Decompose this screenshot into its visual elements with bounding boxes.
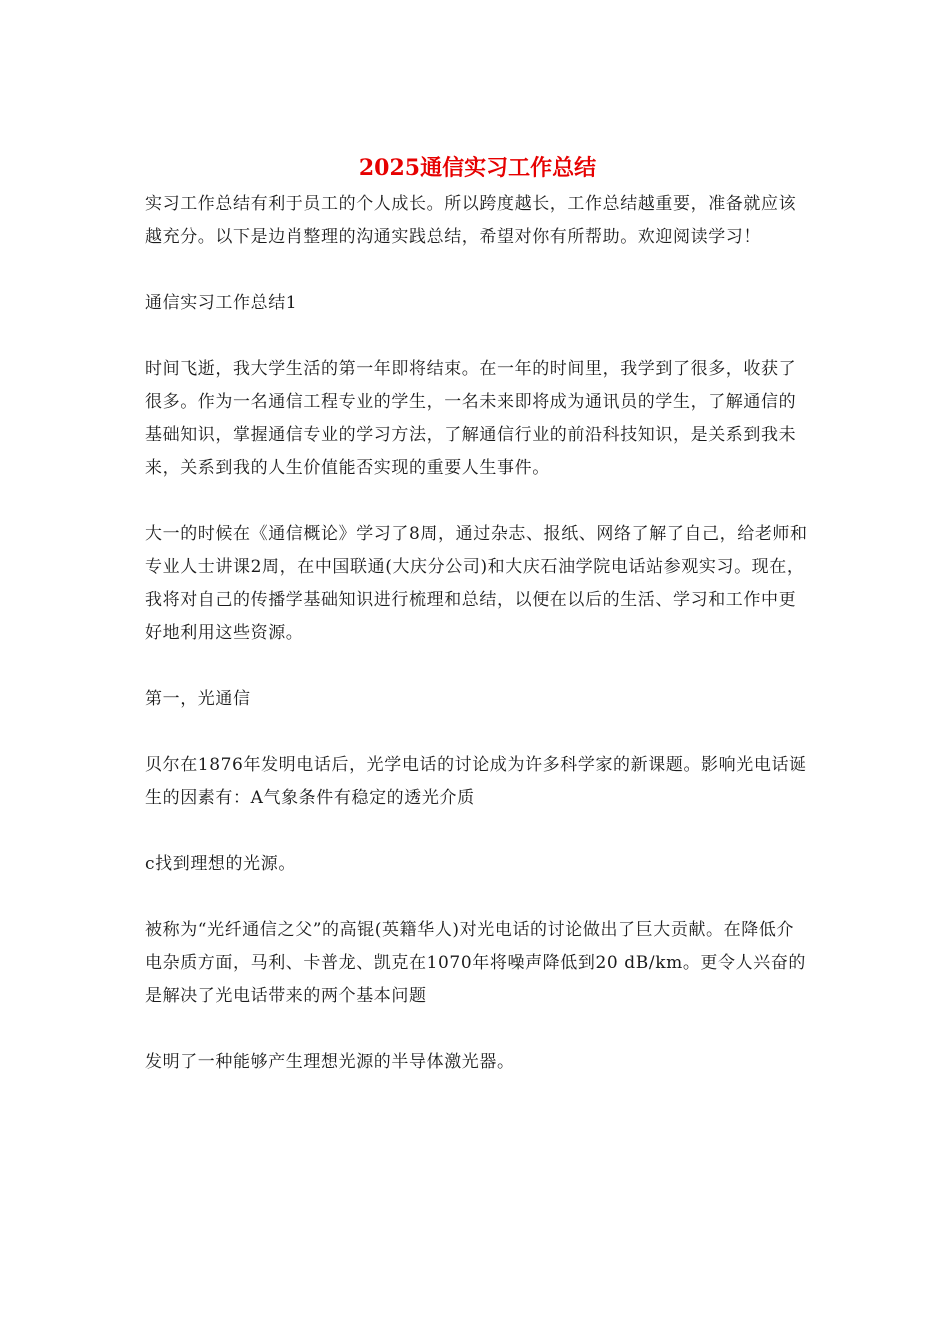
- paragraph-time-flies: 时间飞逝，我大学生活的第一年即将结束。在一年的时间里，我学到了很多，收获了很多。作为一名通信工程专业的学生，一名未来即将成为通讯员的学生，了解通信的基础知识，掌握通信专业的学习方法，了解通信行业的前沿科技知识，是关系到我未来，关系到我的人生价值能否实现的重要人生事件。: [145, 359, 797, 478]
- section-heading-summary-1: 通信实习工作总结1: [145, 293, 298, 313]
- paragraph-light-source: c找到理想的光源。: [145, 854, 296, 874]
- document-body: [145, 150, 810, 1112]
- paragraph-bell-telephone: 贝尔在1876年发明电话后，光学电话的讨论成为许多科学家的新课题。影响光电话诞生的因素有：A气象条件有稳定的透光介质: [145, 755, 807, 808]
- paragraph-semiconductor-laser: 发明了一种能够产生理想光源的半导体激光器。: [145, 1052, 515, 1072]
- section-heading-optical-communication: 第一，光通信: [145, 689, 251, 709]
- intro-paragraph: 实习工作总结有利于员工的个人成长。所以跨度越长，工作总结越重要，准备就应该越充分。以下是边肖整理的沟通实践总结，希望对你有所帮助。欢迎阅读学习！: [145, 194, 797, 247]
- paragraph-freshman-study: 大一的时候在《通信概论》学习了8周，通过杂志、报纸、网络了解了自己，给老师和专业人士讲课2周，在中国联通(大庆分公司)和大庆石油学院电话站参观实习。现在，我将对自己的传播学基础知识进行梳理和总结，以便在以后的生活、学习和工作中更好地利用这些资源。: [145, 524, 808, 643]
- document-title: 2025通信实习工作总结: [358, 155, 597, 181]
- paragraph-kao-fiber: 被称为“光纤通信之父”的高锟(英籍华人)对光电话的讨论做出了巨大贡献。在降低介电杂质方面，马利、卡普龙、凯克在1070年将噪声降低到20 dB/km。更令人兴奋的是解决了光电话带来的两个基本问题: [145, 920, 807, 1006]
